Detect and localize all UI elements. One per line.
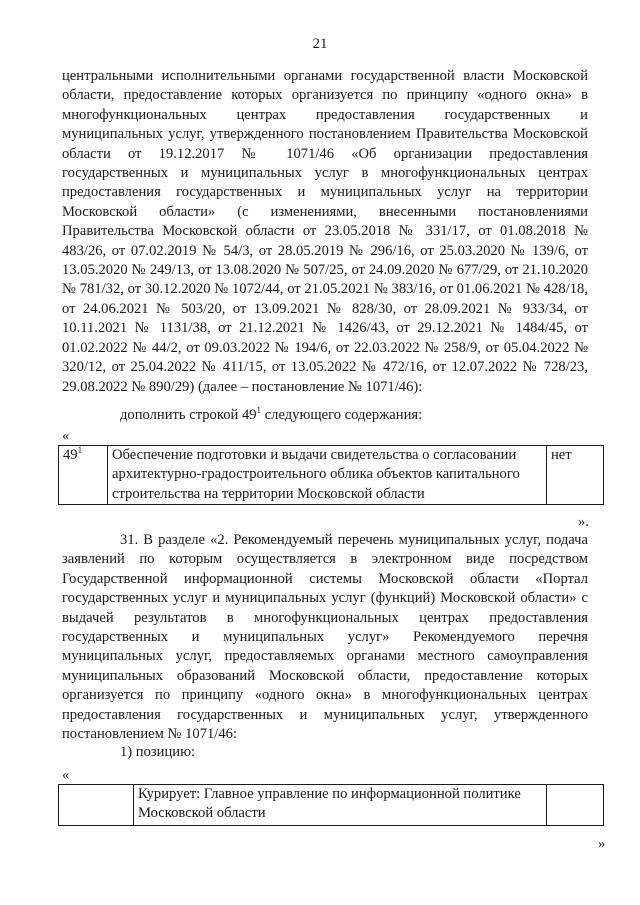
paragraph-1: центральными исполнительными органами государственной власти Московской области, предоставление которых организуется по принципу «одного окна» в многофункциональных центрах предоставления государственных и муниципальных услуг, утвержденного постановлением Правительства Московской области от 19.12.2017 № 1071/46 «Об организации предоставления государственных и муниципальных услуг в многофункциональных центрах предоставления государственных и муниципальных услуг на территории Московской области» (с изменениями, внесенными постановлениями Правительства Московской области от 23.05.2018 № 331/17, от 01.08.2018 № 483/26, от 07.02.2019 № 54/3, от 28.05.2019 № 296/16, от 25.03.2020 № 139/6, от 13.05.2020 № 249/13, от 13.08.2020 № 507/25, от 24.09.2020 № 677/29, от 21.10.2020 № 781/32, от 30.12.2020 № 1072/44, от 21.05.2021 № 383/16, от 01.06.2021 № 428/18, от 24.06.2021 № 503/20, от 13.09.2021 № 828/30, от 28.09.2021 № 933/34, от 10.11.2021 № 1131/38, от 21.12.2021 № 1426/43, от 29.12.2021 № 1484/45, от 01.02.2022 № 44/2, от 09.03.2022 № 194/6, от 22.03.2022 № 258/9, от 05.04.2022 № 320/12, от 25.04.2022 № 411/15, от 13.05.2022 № 472/16, от 12.07.2022 № 728/23, 29.08.2022 № 890/29) (далее – постановление № 1071/46): <box>62 68 588 395</box>
paragraph-2 <box>62 406 588 425</box>
position-value-cell <box>547 785 604 826</box>
close-quote-2: » <box>598 836 606 852</box>
row-number: 49 <box>63 447 78 463</box>
paragraph-4: 1) позицию: <box>120 744 196 760</box>
position-table <box>58 784 604 826</box>
insert-row-table <box>58 445 604 505</box>
page-number: 21 <box>312 36 328 52</box>
row-value: нет <box>551 447 572 463</box>
table-row <box>59 446 604 505</box>
row-text-cell <box>108 446 547 505</box>
paragraph-2-prefix: дополнить строкой 49 <box>120 407 257 423</box>
paragraph-2-sup: 1 <box>256 405 262 415</box>
row-number-cell <box>59 446 108 505</box>
paragraph-2-suffix: следующего содержания: <box>261 407 423 423</box>
open-quote-2: « <box>62 767 70 783</box>
row-number-sup: 1 <box>77 445 83 455</box>
position-number-cell <box>59 785 134 826</box>
close-quote-1: ». <box>578 514 589 530</box>
open-quote-1: « <box>62 428 70 444</box>
table-row <box>59 785 604 826</box>
row-value-cell <box>547 446 604 505</box>
position-text-cell <box>134 785 547 826</box>
row-text: Обеспечение подготовки и выдачи свидетельства о согласовании архитектурно-градостроительного облика объектов капитального строительства на территории Московской области <box>112 447 520 502</box>
position-text: Курирует: Главное управление по информационной политике Московской области <box>138 786 521 822</box>
paragraph-3: 31. В разделе «2. Рекомендуемый перечень муниципальных услуг, подача заявлений по которым осуществляется в электронном виде посредством Государственной информационной системы Московской области «Портал государственных услуг и муниципальных услуг (функций) Московской области» с выдачей результатов в многофункциональных центрах предоставления государственных и муниципальных услуг» Рекомендуемого перечня муниципальных услуг, предоставляемых органами местного самоуправления муниципальных образований Московской области, предоставление которых организуется по принципу «одного окна» в многофункциональных центрах предоставления государственных и муниципальных услуг, утвержденного постановлением № 1071/46: <box>62 532 588 743</box>
